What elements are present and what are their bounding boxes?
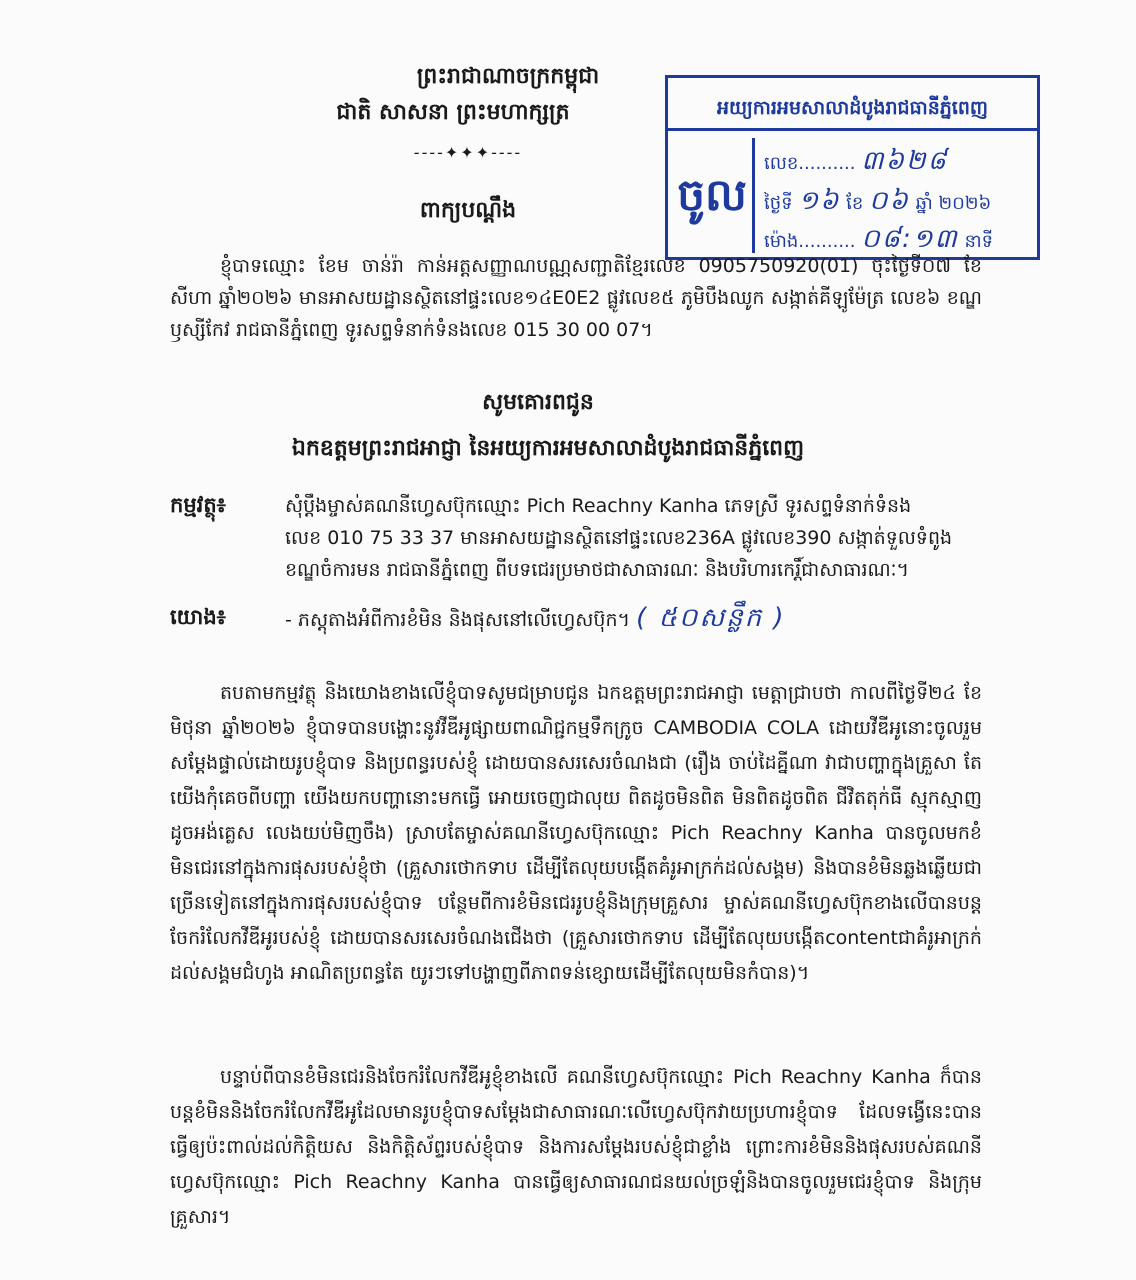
- received-stamp: [665, 75, 1040, 260]
- subject-line-1: សុំប្តឹងម្ចាស់គណនីហ្វេសប៊ុកឈ្មោះ Pich Reachny Kanha ភេទស្រី ទូរសព្ទទំនាក់ទំនង: [285, 495, 912, 517]
- intro-line-2: ខែសីហា ឆ្នាំ២០២៦ មានអាសយដ្ឋានស្ថិតនៅផ្ទះលេខ១៤E0E2 ផ្លូវលេខ៥ ភូមិបឹងឈូក សង្កាត់គីឡូម៉ែត្រ: [170, 255, 982, 309]
- stamp-organization: អយ្យការអមសាលាដំបូងរាជធានីភ្នំពេញ: [668, 88, 1037, 131]
- subject-line-3: ខណ្ឌចំការមន រាជធានីភ្នំពេញ ពីបទជេរប្រមាថជាសាធារណៈ និងបរិហារកេរ្តិ៍ជាសាធារណៈ។: [285, 559, 910, 581]
- subject-text: [285, 490, 985, 586]
- subject-line-2: លេខ 010 75 33 37 មានអាសយដ្ឋានស្ថិតនៅផ្ទះលេខ236A ផ្លូវលេខ390 សង្កាត់ទួលទំពូង: [285, 527, 953, 549]
- addressee-title: ឯកឧត្តមព្រះរាជអាជ្ញា នៃអយ្យការអមសាលាដំបូងរាជធានីភ្នំពេញ: [291, 436, 805, 461]
- intro-line-1: ខ្ញុំបាទឈ្មោះ ខែម ចាន់រ៉ា កាន់អត្តសញ្ញាណបណ្ណសញ្ជាតិខ្មែរលេខ 0905750920(01) ចុះថ្ងៃទី០៧: [220, 255, 951, 277]
- stamp-time-suffix: នាទី: [964, 231, 994, 252]
- stamp-number-value: ៣៦២៨: [861, 146, 948, 176]
- stamp-year-label: ឆ្នាំ: [915, 193, 933, 214]
- body-paragraph-2: បន្ទាប់ពីបានខំមិនជេរនិងចែករំលែកវីឌីអូខ្ញុំខាងលើ គណនីហ្វេសប៊ុកឈ្មោះ Pich Reachny Kanha ក៏បានបន្តខំមិននិងចែករំលែកវីឌីអូដែលមានរូបខ្ញុំបាទសម្តែងជាសាធារណៈលើហ្វេសប៊ុកវាយប្រហារខ្ញុំបាទ ដែលទង្វើនេះបានធ្វើឲ្យប៉ះពាល់ដល់កិត្តិយស និងកិត្តិស័ព្ទរបស់ខ្ញុំបាទ និងការសម្តែងរបស់ខ្ញុំជាខ្លាំង ព្រោះការខំមិននិងផុសរបស់គណនីហ្វេសប៊ុកឈ្មោះ Pich Reachny Kanha បានធ្វើឲ្យសាធារណជនយល់ច្រឡំនិងបានចូលរួមជេរខ្ញុំបាទ និងក្រុមគ្រួសារ។: [170, 1066, 982, 1228]
- subject-label: កម្មវត្ថុ៖: [170, 493, 226, 517]
- intro-paragraph: [170, 250, 982, 346]
- reference-text: [285, 602, 985, 636]
- ornament-divider: ----✦✦✦----: [413, 143, 523, 162]
- stamp-time-value: ០៨:១៣: [861, 224, 959, 254]
- stamp-date-year: ២០២៦: [938, 193, 992, 214]
- kingdom-heading: ព្រះរាជាណាចក្រកម្ពុជា: [416, 64, 600, 89]
- stamp-date-label: ថ្ងៃទី: [764, 193, 793, 214]
- reference-item: - ភស្តុតាងអំពីការខំមិន និងផុសនៅលើហ្វេសប៊ុក។: [285, 609, 631, 631]
- stamp-date-month: ០៦: [869, 186, 910, 216]
- stamp-number-line: [764, 144, 948, 182]
- addressee-salutation: សូមគោរពជូន: [482, 390, 594, 415]
- stamp-date-line: [764, 184, 991, 222]
- stamp-time-label: ម៉ោង..........: [764, 231, 856, 252]
- intro-line-3: លេខ៦ ខណ្ឌឫស្សីកែវ រាជធានីភ្នំពេញ ទូរសព្ទទំនាក់ទំនងលេខ 015 30 00 07។: [170, 287, 982, 341]
- body-paragraph-1: តបតាមកម្មវត្ថុ និងយោងខាងលើខ្ញុំបាទសូមជម្រាបជូន ឯកឧត្តមព្រះរាជអាជ្ញា មេត្តាជ្រាបថា កាលពីថ្ងៃទី២៤ ខែមិថុនា ឆ្នាំ២០២៦ ខ្ញុំបាទបានបង្ហោះនូវវីឌីអូផ្សាយពាណិជ្ជកម្មទឹកក្រូច CAMBODIA COLA ដោយវីឌីអូនោះចូលរួមសម្តែងផ្ទាល់ដោយរូបខ្ញុំបាទ និងប្រពន្ធរបស់ខ្ញុំ ដោយបានសរសេរចំណងជា (រឿង ចាប់ដៃគ្នីណា វាជាបញ្ហាក្នុងគ្រួសា តែយើងកុំគេចពីបញ្ហា យើងយកបញ្ហានោះមកធ្វើ អោយចេញជាលុយ ពិតដូចមិនពិត មិនពិតដូចពិត ជីវិតតុក់ធី ស្មុកស្មាញ ដូចអង់គ្លេស លេងយប់មិញចឹង) ស្រាបតែម្ចាស់គណនីហ្វេសប៊ុកឈ្មោះ Pich Reachny Kanha បានចូលមកខំមិនជេរនៅក្នុងការផុសរបស់ខ្ញុំថា (គ្រួសារថោកទាប ដើម្បីតែលុយបង្កើតគំរូអាក្រក់ដល់សង្គម) និងបានខំមិនឆ្លងឆ្លើយជាច្រើនទៀតនៅក្នុងការផុសរបស់ខ្ញុំបាទ បន្ថែមពីការខំមិនជេររូបខ្ញុំនិងក្រុមគ្រួសារ ម្ចាស់គណនីហ្វេសប៊ុកខាងលើបានបន្តចែករំលែកវីឌីអូរបស់ខ្ញុំ ដោយបានសរសេរចំណងជើងថា (គ្រួសារថោកទាប ដើម្បីតែលុយបង្កើតcontentជាគំរូអាក្រក់ដល់សង្គមជំហូង អាណិតប្រពន្ធតែ យូរៗទៅបង្ហាញពីភាពទន់ខ្សោយដើម្បីតែលុយមិនកំបាន)។: [170, 682, 982, 984]
- stamp-number-label: លេខ..........: [764, 153, 856, 174]
- stamp-date-day: ១៦: [798, 186, 841, 216]
- stamp-month-label: ខែ: [846, 193, 864, 214]
- reference-handwritten-note: ( ៥០សន្លឹក ): [636, 603, 786, 633]
- stamp-received-label: ចូល: [672, 138, 755, 253]
- reference-label: យោង៖: [170, 605, 226, 629]
- motto-heading: ជាតិ សាសនា ព្រះមហាក្សត្រ: [336, 100, 570, 125]
- document-title: ពាក្យបណ្តឹង: [419, 198, 517, 223]
